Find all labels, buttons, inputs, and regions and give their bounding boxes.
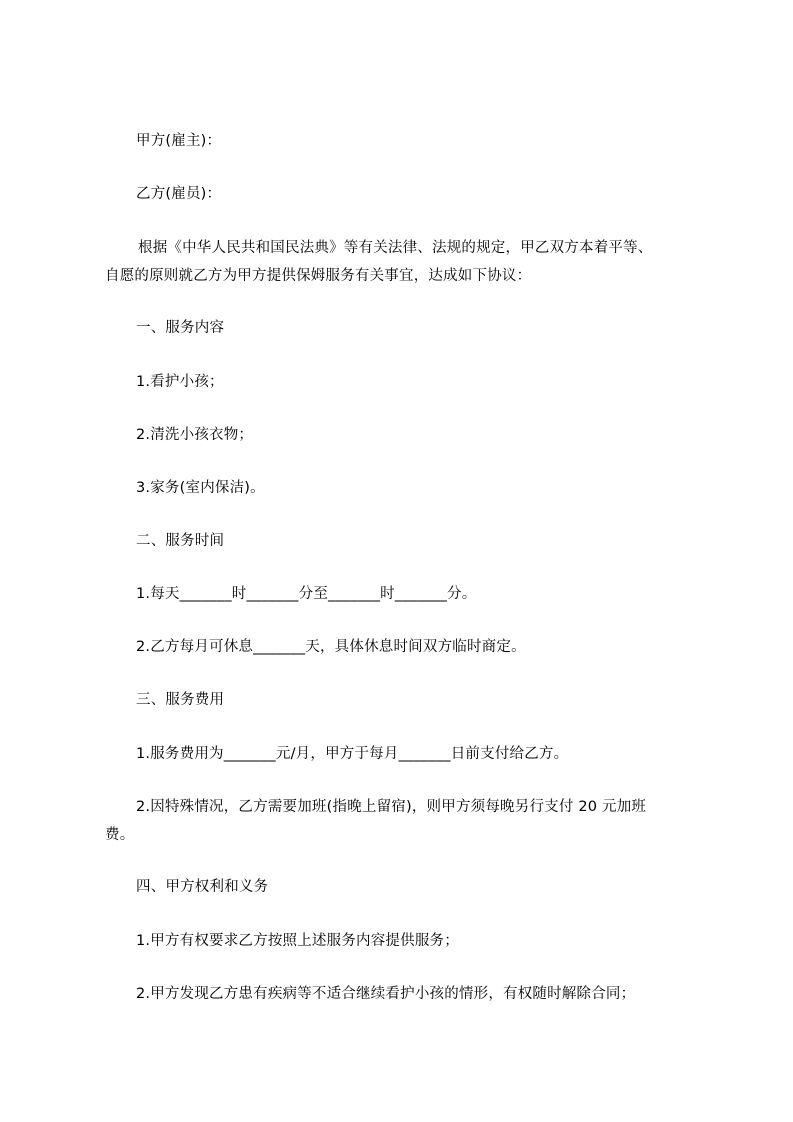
intro-paragraph-line-1: 根据《中华人民共和国民法典》等有关法律、法规的规定，甲乙双方本着平等、 bbox=[138, 240, 653, 256]
list-item: 2.乙方每月可休息_______天，具体休息时间双方临时商定。 bbox=[136, 639, 526, 655]
intro-paragraph-line-2: 自愿的原则就乙方为甲方提供保姆服务有关事宜，达成如下协议： bbox=[105, 268, 532, 284]
list-item: 2.因特殊情况，乙方需要加班(指晚上留宿)，则甲方须每晚另行支付 20 元加班 bbox=[136, 799, 647, 815]
section-heading-service-time: 二、服务时间 bbox=[136, 533, 225, 549]
list-item-continuation: 费。 bbox=[105, 827, 135, 843]
list-item: 1.服务费用为_______元/月，甲方于每月_______日前支付给乙方。 bbox=[136, 746, 569, 762]
section-heading-service-content: 一、服务内容 bbox=[136, 320, 225, 336]
section-heading-party-a-rights: 四、甲方权利和义务 bbox=[136, 879, 269, 895]
list-item: 1.看护小孩； bbox=[136, 374, 224, 390]
party-a-label: 甲方(雇主)： bbox=[136, 133, 222, 149]
section-heading-service-fee: 三、服务费用 bbox=[136, 692, 225, 708]
list-item: 3.家务(室内保洁)。 bbox=[136, 480, 265, 496]
party-b-label: 乙方(雇员)： bbox=[136, 186, 222, 202]
list-item: 2.清洗小孩衣物； bbox=[136, 427, 254, 443]
list-item: 2.甲方发现乙方患有疾病等不适合继续看护小孩的情形，有权随时解除合同； bbox=[136, 986, 636, 1002]
list-item: 1.甲方有权要求乙方按照上述服务内容提供服务； bbox=[136, 933, 459, 949]
list-item: 1.每天_______时_______分至_______时_______分。 bbox=[136, 586, 477, 602]
